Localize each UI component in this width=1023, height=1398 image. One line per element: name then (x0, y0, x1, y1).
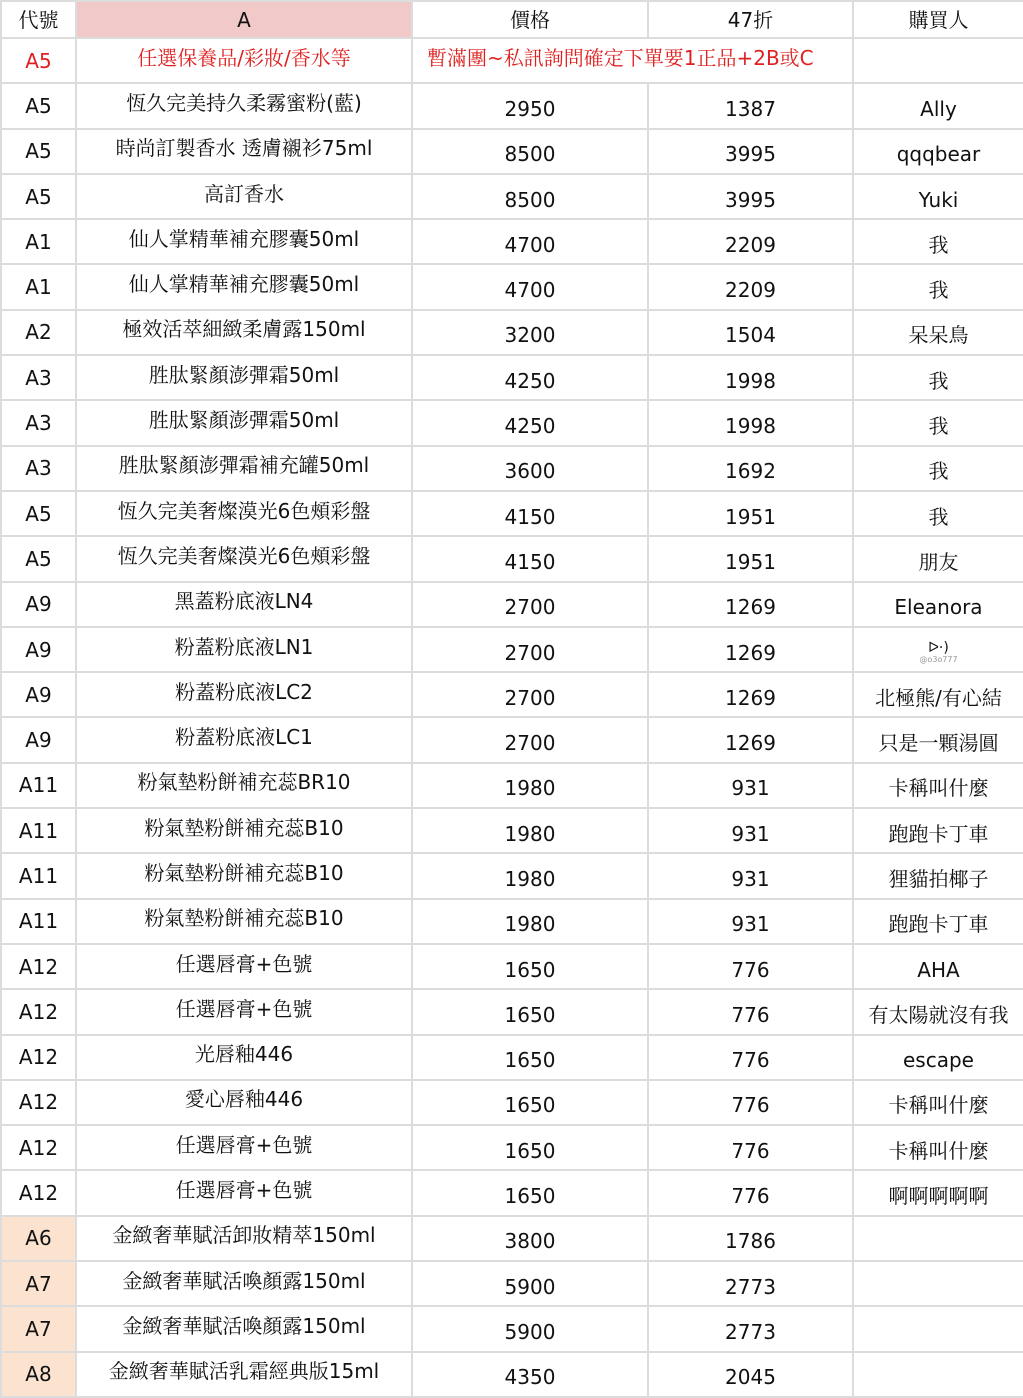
table-row (1, 1352, 1023, 1397)
cell-discount[interactable]: 1269 (648, 627, 853, 672)
cell-code[interactable]: A3 (1, 400, 76, 445)
cell-item[interactable]: 金緻奢華賦活喚顏露150ml (76, 1261, 412, 1306)
cell-discount[interactable]: 776 (648, 989, 853, 1034)
cell-price[interactable]: 8500 (412, 174, 648, 219)
cell-price[interactable]: 4250 (412, 400, 648, 445)
cell-code[interactable]: A11 (1, 808, 76, 853)
table-row (1, 174, 1023, 219)
cell-buyer[interactable]: 卡稱叫什麼 (853, 1125, 1023, 1170)
table-row (1, 1170, 1023, 1215)
notice-code[interactable]: A5 (1, 38, 76, 83)
cell-code[interactable]: A6 (1, 1216, 76, 1261)
cell-item[interactable]: 粉蓋粉底液LN1 (76, 627, 412, 672)
cell-buyer[interactable]: 我 (853, 219, 1023, 264)
cell-item[interactable]: 粉氣墊粉餅補充蕊BR10 (76, 763, 412, 808)
cell-item[interactable]: 粉蓋粉底液LC2 (76, 672, 412, 717)
table-row (1, 989, 1023, 1034)
table-row (1, 672, 1023, 717)
cell-buyer[interactable]: 我 (853, 400, 1023, 445)
table-row (1, 717, 1023, 762)
header-row (1, 1, 1023, 38)
table-row (1, 446, 1023, 491)
buyer-handle: @o3o777 (919, 654, 958, 664)
cell-item[interactable]: 任選唇膏+色號 (76, 944, 412, 989)
table-row (1, 627, 1023, 672)
cell-price[interactable]: 5900 (412, 1306, 648, 1351)
cell-item[interactable]: 恆久完美奢燦漠光6色頰彩盤 (76, 536, 412, 581)
table-row (1, 536, 1023, 581)
cell-item[interactable]: 粉氣墊粉餅補充蕊B10 (76, 853, 412, 898)
cell-price[interactable]: 3600 (412, 446, 648, 491)
cell-discount[interactable]: 776 (648, 1125, 853, 1170)
cell-buyer[interactable]: 只是一顆湯圓 (853, 717, 1023, 762)
cell-buyer[interactable]: AHA (853, 944, 1023, 989)
cell-buyer[interactable]: 我 (853, 446, 1023, 491)
cell-item[interactable]: 極效活萃細緻柔膚露150ml (76, 310, 412, 355)
cell-buyer[interactable]: 我 (853, 264, 1023, 309)
cell-discount[interactable]: 776 (648, 944, 853, 989)
cell-discount[interactable]: 1951 (648, 536, 853, 581)
table-row (1, 83, 1023, 128)
cell-buyer[interactable]: 呆呆鳥 (853, 310, 1023, 355)
cell-discount[interactable]: 931 (648, 899, 853, 944)
cell-discount[interactable]: 776 (648, 1080, 853, 1125)
cell-item[interactable]: 仙人掌精華補充膠囊50ml (76, 264, 412, 309)
cell-price[interactable]: 1980 (412, 763, 648, 808)
cell-buyer[interactable]: Ally (853, 83, 1023, 128)
cell-item[interactable]: 恆久完美持久柔霧蜜粉(藍) (76, 83, 412, 128)
cell-buyer[interactable] (853, 1261, 1023, 1306)
notice-note[interactable]: 暫滿團~私訊詢問確定下單要1正品+2B或C (412, 38, 853, 83)
cell-buyer[interactable]: 卡稱叫什麼 (853, 763, 1023, 808)
cell-code[interactable]: A9 (1, 672, 76, 717)
cell-price[interactable]: 1980 (412, 899, 648, 944)
cell-price[interactable]: 5900 (412, 1261, 648, 1306)
cell-code[interactable]: A3 (1, 446, 76, 491)
cell-item[interactable]: 光唇釉446 (76, 1035, 412, 1080)
cell-item[interactable]: 粉蓋粉底液LC1 (76, 717, 412, 762)
table-row (1, 1261, 1023, 1306)
table-row (1, 400, 1023, 445)
cell-price[interactable]: 1650 (412, 1170, 648, 1215)
cell-price[interactable]: 1650 (412, 944, 648, 989)
table-row (1, 899, 1023, 944)
table-row (1, 1125, 1023, 1170)
cell-price[interactable]: 4150 (412, 491, 648, 536)
cell-price[interactable]: 4250 (412, 355, 648, 400)
cell-price[interactable]: 8500 (412, 129, 648, 174)
cell-price[interactable]: 2700 (412, 627, 648, 672)
cell-buyer[interactable]: 跑跑卡丁車 (853, 899, 1023, 944)
cell-item[interactable]: 仙人掌精華補充膠囊50ml (76, 219, 412, 264)
cell-discount[interactable]: 1692 (648, 446, 853, 491)
cell-discount[interactable]: 1786 (648, 1216, 853, 1261)
cell-discount[interactable]: 3995 (648, 129, 853, 174)
cell-discount[interactable]: 2045 (648, 1352, 853, 1397)
cell-code[interactable]: A3 (1, 355, 76, 400)
cell-item[interactable]: 黑蓋粉底液LN4 (76, 582, 412, 627)
cell-code[interactable]: A11 (1, 899, 76, 944)
cell-item[interactable]: 任選唇膏+色號 (76, 989, 412, 1034)
cell-code[interactable]: A9 (1, 582, 76, 627)
table-row (1, 853, 1023, 898)
cell-price[interactable]: 4350 (412, 1352, 648, 1397)
table-row (1, 944, 1023, 989)
cell-price[interactable]: 1650 (412, 1125, 648, 1170)
cell-price[interactable]: 1650 (412, 1035, 648, 1080)
cell-discount[interactable]: 1269 (648, 717, 853, 762)
table-row (1, 582, 1023, 627)
table-row (1, 355, 1023, 400)
cell-buyer[interactable]: 啊啊啊啊啊 (853, 1170, 1023, 1215)
cell-price[interactable]: 1650 (412, 1080, 648, 1125)
cell-price[interactable]: 1650 (412, 989, 648, 1034)
cell-discount[interactable]: 931 (648, 763, 853, 808)
cell-buyer[interactable]: 我 (853, 491, 1023, 536)
cell-discount[interactable]: 1269 (648, 582, 853, 627)
header-buyer[interactable]: 購買人 (853, 1, 1023, 38)
cell-buyer[interactable] (853, 1216, 1023, 1261)
cell-price[interactable]: 2950 (412, 83, 648, 128)
cell-code[interactable]: A7 (1, 1306, 76, 1351)
header-code[interactable]: 代號 (1, 1, 76, 38)
cell-discount[interactable]: 1387 (648, 83, 853, 128)
table-row (1, 264, 1023, 309)
cell-code[interactable]: A5 (1, 536, 76, 581)
cell-buyer[interactable]: Eleanora (853, 582, 1023, 627)
cell-price[interactable]: 1980 (412, 853, 648, 898)
header-discount[interactable]: 47折 (648, 1, 853, 38)
cell-item[interactable]: 粉氣墊粉餅補充蕊B10 (76, 899, 412, 944)
cell-code[interactable]: A5 (1, 174, 76, 219)
cell-code[interactable]: A12 (1, 989, 76, 1034)
cell-discount[interactable]: 1504 (648, 310, 853, 355)
cell-item[interactable]: 金緻奢華賦活卸妝精萃150ml (76, 1216, 412, 1261)
table-row (1, 1306, 1023, 1351)
cell-price[interactable]: 4150 (412, 536, 648, 581)
cell-discount[interactable]: 3995 (648, 174, 853, 219)
cell-price[interactable]: 2700 (412, 582, 648, 627)
cell-code[interactable]: A7 (1, 1261, 76, 1306)
cell-discount[interactable]: 2773 (648, 1261, 853, 1306)
cell-code[interactable]: A12 (1, 944, 76, 989)
cell-discount[interactable]: 931 (648, 808, 853, 853)
cell-buyer[interactable]: 北極熊/有心結 (853, 672, 1023, 717)
table-row (1, 129, 1023, 174)
cell-buyer[interactable]: 朋友 (853, 536, 1023, 581)
cell-discount[interactable]: 1951 (648, 491, 853, 536)
cell-buyer[interactable]: escape (853, 1035, 1023, 1080)
cell-code[interactable]: A9 (1, 717, 76, 762)
cell-code[interactable]: A11 (1, 853, 76, 898)
table-row (1, 219, 1023, 264)
cell-code[interactable]: A1 (1, 264, 76, 309)
cell-discount[interactable]: 1998 (648, 355, 853, 400)
cell-code[interactable]: A5 (1, 491, 76, 536)
cell-code[interactable]: A12 (1, 1080, 76, 1125)
header-price[interactable]: 價格 (412, 1, 648, 38)
cell-item[interactable]: 胜肽緊顏澎彈霜50ml (76, 355, 412, 400)
notice-row (1, 38, 1023, 83)
cell-price[interactable]: 3200 (412, 310, 648, 355)
cell-buyer[interactable]: 狸貓拍椰子 (853, 853, 1023, 898)
cell-code[interactable]: A2 (1, 310, 76, 355)
cell-buyer[interactable] (853, 627, 1023, 672)
cell-discount[interactable]: 1998 (648, 400, 853, 445)
buyer-sticker: ᐅ·) (928, 639, 949, 656)
cell-discount[interactable]: 2209 (648, 264, 853, 309)
table-row (1, 1080, 1023, 1125)
cell-buyer[interactable]: 跑跑卡丁車 (853, 808, 1023, 853)
cell-item[interactable]: 粉氣墊粉餅補充蕊B10 (76, 808, 412, 853)
cell-item[interactable]: 金緻奢華賦活喚顏露150ml (76, 1306, 412, 1351)
table-row (1, 763, 1023, 808)
cell-buyer[interactable]: 卡稱叫什麼 (853, 1080, 1023, 1125)
cell-item[interactable]: 高訂香水 (76, 174, 412, 219)
cell-price[interactable]: 2700 (412, 717, 648, 762)
cell-item[interactable]: 愛心唇釉446 (76, 1080, 412, 1125)
cell-code[interactable]: A12 (1, 1170, 76, 1215)
cell-buyer[interactable]: qqqbear (853, 129, 1023, 174)
cell-item[interactable]: 金緻奢華賦活乳霜經典版15ml (76, 1352, 412, 1397)
cell-discount[interactable]: 1269 (648, 672, 853, 717)
table-row (1, 1035, 1023, 1080)
cell-price[interactable]: 1980 (412, 808, 648, 853)
cell-code[interactable]: A5 (1, 129, 76, 174)
table-row (1, 808, 1023, 853)
cell-code[interactable]: A12 (1, 1035, 76, 1080)
cell-buyer[interactable]: 有太陽就沒有我 (853, 989, 1023, 1034)
cell-code[interactable]: A12 (1, 1125, 76, 1170)
cell-discount[interactable]: 931 (648, 853, 853, 898)
cell-discount[interactable]: 2773 (648, 1306, 853, 1351)
table-row (1, 310, 1023, 355)
notice-empty[interactable] (853, 38, 1023, 83)
cell-price[interactable]: 4700 (412, 264, 648, 309)
table-row (1, 1216, 1023, 1261)
cell-buyer[interactable]: Yuki (853, 174, 1023, 219)
cell-code[interactable]: A11 (1, 763, 76, 808)
cell-buyer[interactable] (853, 1306, 1023, 1351)
cell-price[interactable]: 4700 (412, 219, 648, 264)
cell-code[interactable]: A8 (1, 1352, 76, 1397)
cell-item[interactable]: 任選唇膏+色號 (76, 1170, 412, 1215)
cell-item[interactable]: 胜肽緊顏澎彈霜補充罐50ml (76, 446, 412, 491)
cell-code[interactable]: A1 (1, 219, 76, 264)
cell-price[interactable]: 3800 (412, 1216, 648, 1261)
notice-item[interactable]: 任選保養品/彩妝/香水等 (76, 38, 412, 83)
cell-code[interactable]: A5 (1, 83, 76, 128)
cell-buyer[interactable]: 我 (853, 355, 1023, 400)
cell-item[interactable]: 恆久完美奢燦漠光6色頰彩盤 (76, 491, 412, 536)
cell-discount[interactable]: 776 (648, 1170, 853, 1215)
cell-discount[interactable]: 776 (648, 1035, 853, 1080)
cell-price[interactable]: 2700 (412, 672, 648, 717)
cell-item[interactable]: 胜肽緊顏澎彈霜50ml (76, 400, 412, 445)
table-row (1, 491, 1023, 536)
cell-code[interactable]: A9 (1, 627, 76, 672)
cell-discount[interactable]: 2209 (648, 219, 853, 264)
cell-buyer[interactable] (853, 1352, 1023, 1397)
cell-item[interactable]: 時尚訂製香水 透膚襯衫75ml (76, 129, 412, 174)
header-item[interactable]: A (76, 1, 412, 38)
cell-item[interactable]: 任選唇膏+色號 (76, 1125, 412, 1170)
